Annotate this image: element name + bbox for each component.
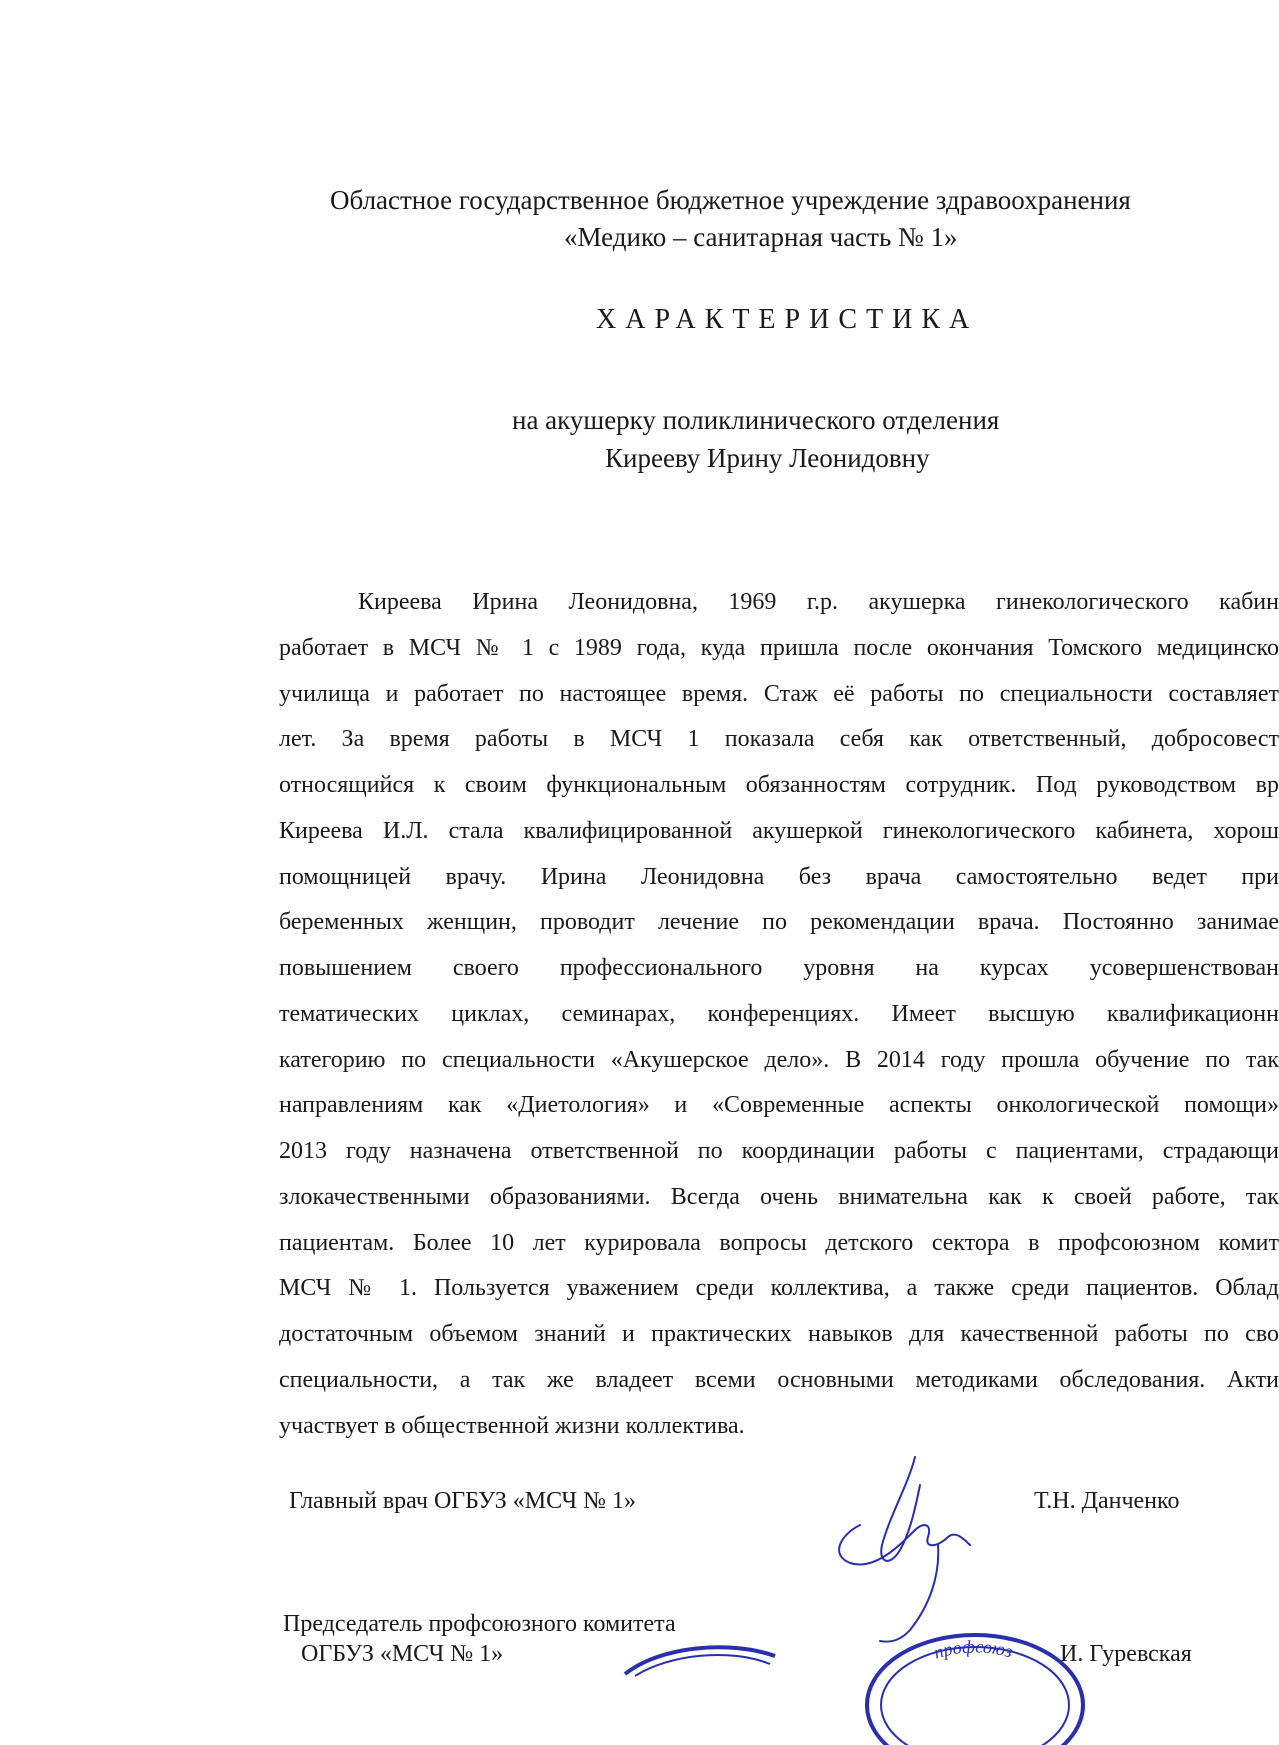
- organization-name-line-1: Областное государственное бюджетное учреждение здравоохранения: [330, 185, 1131, 215]
- stamp-edge-left: [620, 1636, 780, 1676]
- body-line: относящийся к своим функциональным обязанностям сотрудник. Под руководством вр: [279, 772, 1279, 798]
- organization-name-line-2: «Медико – санитарная часть № 1»: [564, 222, 958, 252]
- body-line: Киреева Ирина Леонидовна, 1969 г.р. акушерка гинекологического кабин: [358, 589, 1279, 615]
- stamp-text: профсоюз: [931, 1636, 1016, 1663]
- body-line: работает в МСЧ № 1 с 1989 года, куда пришла после окончания Томского медицинско: [279, 634, 1279, 661]
- body-line: тематических циклах, семинарах, конференциях. Имеет высшую квалификационн: [279, 1000, 1279, 1027]
- body-line: участвует в общественной жизни коллектива.: [279, 1412, 745, 1439]
- chief-doctor-name: Т.Н. Данченко: [1034, 1488, 1180, 1514]
- body-line: пациентам. Более 10 лет курировала вопросы детского сектора в профсоюзном комит: [279, 1229, 1279, 1256]
- union-chair-title-line-2: ОГБУЗ «МСЧ № 1»: [301, 1641, 504, 1667]
- body-line: Киреева И.Л. стала квалифицированной акушеркой гинекологического кабинета, хорош: [279, 817, 1279, 844]
- body-line: повышением своего профессионального уровня на курсах усовершенствован: [279, 955, 1279, 981]
- body-line: МСЧ № 1. Пользуется уважением среди коллектива, а также среди пациентов. Облад: [279, 1275, 1279, 1302]
- union-chair-title-line-1: Председатель профсоюзного комитета: [283, 1611, 676, 1637]
- body-line: специальности, а так же владеет всеми основными методиками обследования. Акти: [279, 1366, 1279, 1393]
- body-line: достаточным объемом знаний и практических навыков для качественной работы по сво: [279, 1321, 1279, 1347]
- union-chair-name: И. Гуревская: [1060, 1641, 1192, 1667]
- subject-line-2: Кирееву Ирину Леонидовну: [605, 443, 930, 473]
- body-line: направлениям как «Диетология» и «Современные аспекты онкологической помощи»: [279, 1092, 1279, 1119]
- body-line: беременных женщин, проводит лечение по рекомендации врача. Постоянно занимае: [279, 909, 1279, 936]
- body-line: 2013 году назначена ответственной по координации работы с пациентами, страдающи: [279, 1138, 1279, 1164]
- svg-text:профсоюз: [931, 1636, 1015, 1662]
- body-line: лет. За время работы в МСЧ 1 показала себя как ответственный, добросовест: [279, 726, 1279, 753]
- chief-doctor-title: Главный врач ОГБУЗ «МСЧ № 1»: [289, 1488, 637, 1514]
- body-line: училища и работает по настоящее время. Стаж её работы по специальности составляет: [279, 680, 1279, 707]
- body-line: помощницей врачу. Ирина Леонидовна без врача самостоятельно ведет при: [279, 863, 1279, 890]
- characteristic-body: [279, 580, 1279, 1449]
- body-line: злокачественными образованиями. Всегда очень внимательна как к своей работе, так: [279, 1183, 1279, 1210]
- handwritten-signature: [820, 1445, 1000, 1645]
- document-title: ХАРАКТЕРИСТИКА: [596, 304, 979, 335]
- union-stamp: [860, 1625, 1090, 1745]
- body-line: категорию по специальности «Акушерское дело». В 2014 году прошла обучение по так: [279, 1046, 1279, 1073]
- subject-line-1: на акушерку поликлинического отделения: [512, 405, 1000, 435]
